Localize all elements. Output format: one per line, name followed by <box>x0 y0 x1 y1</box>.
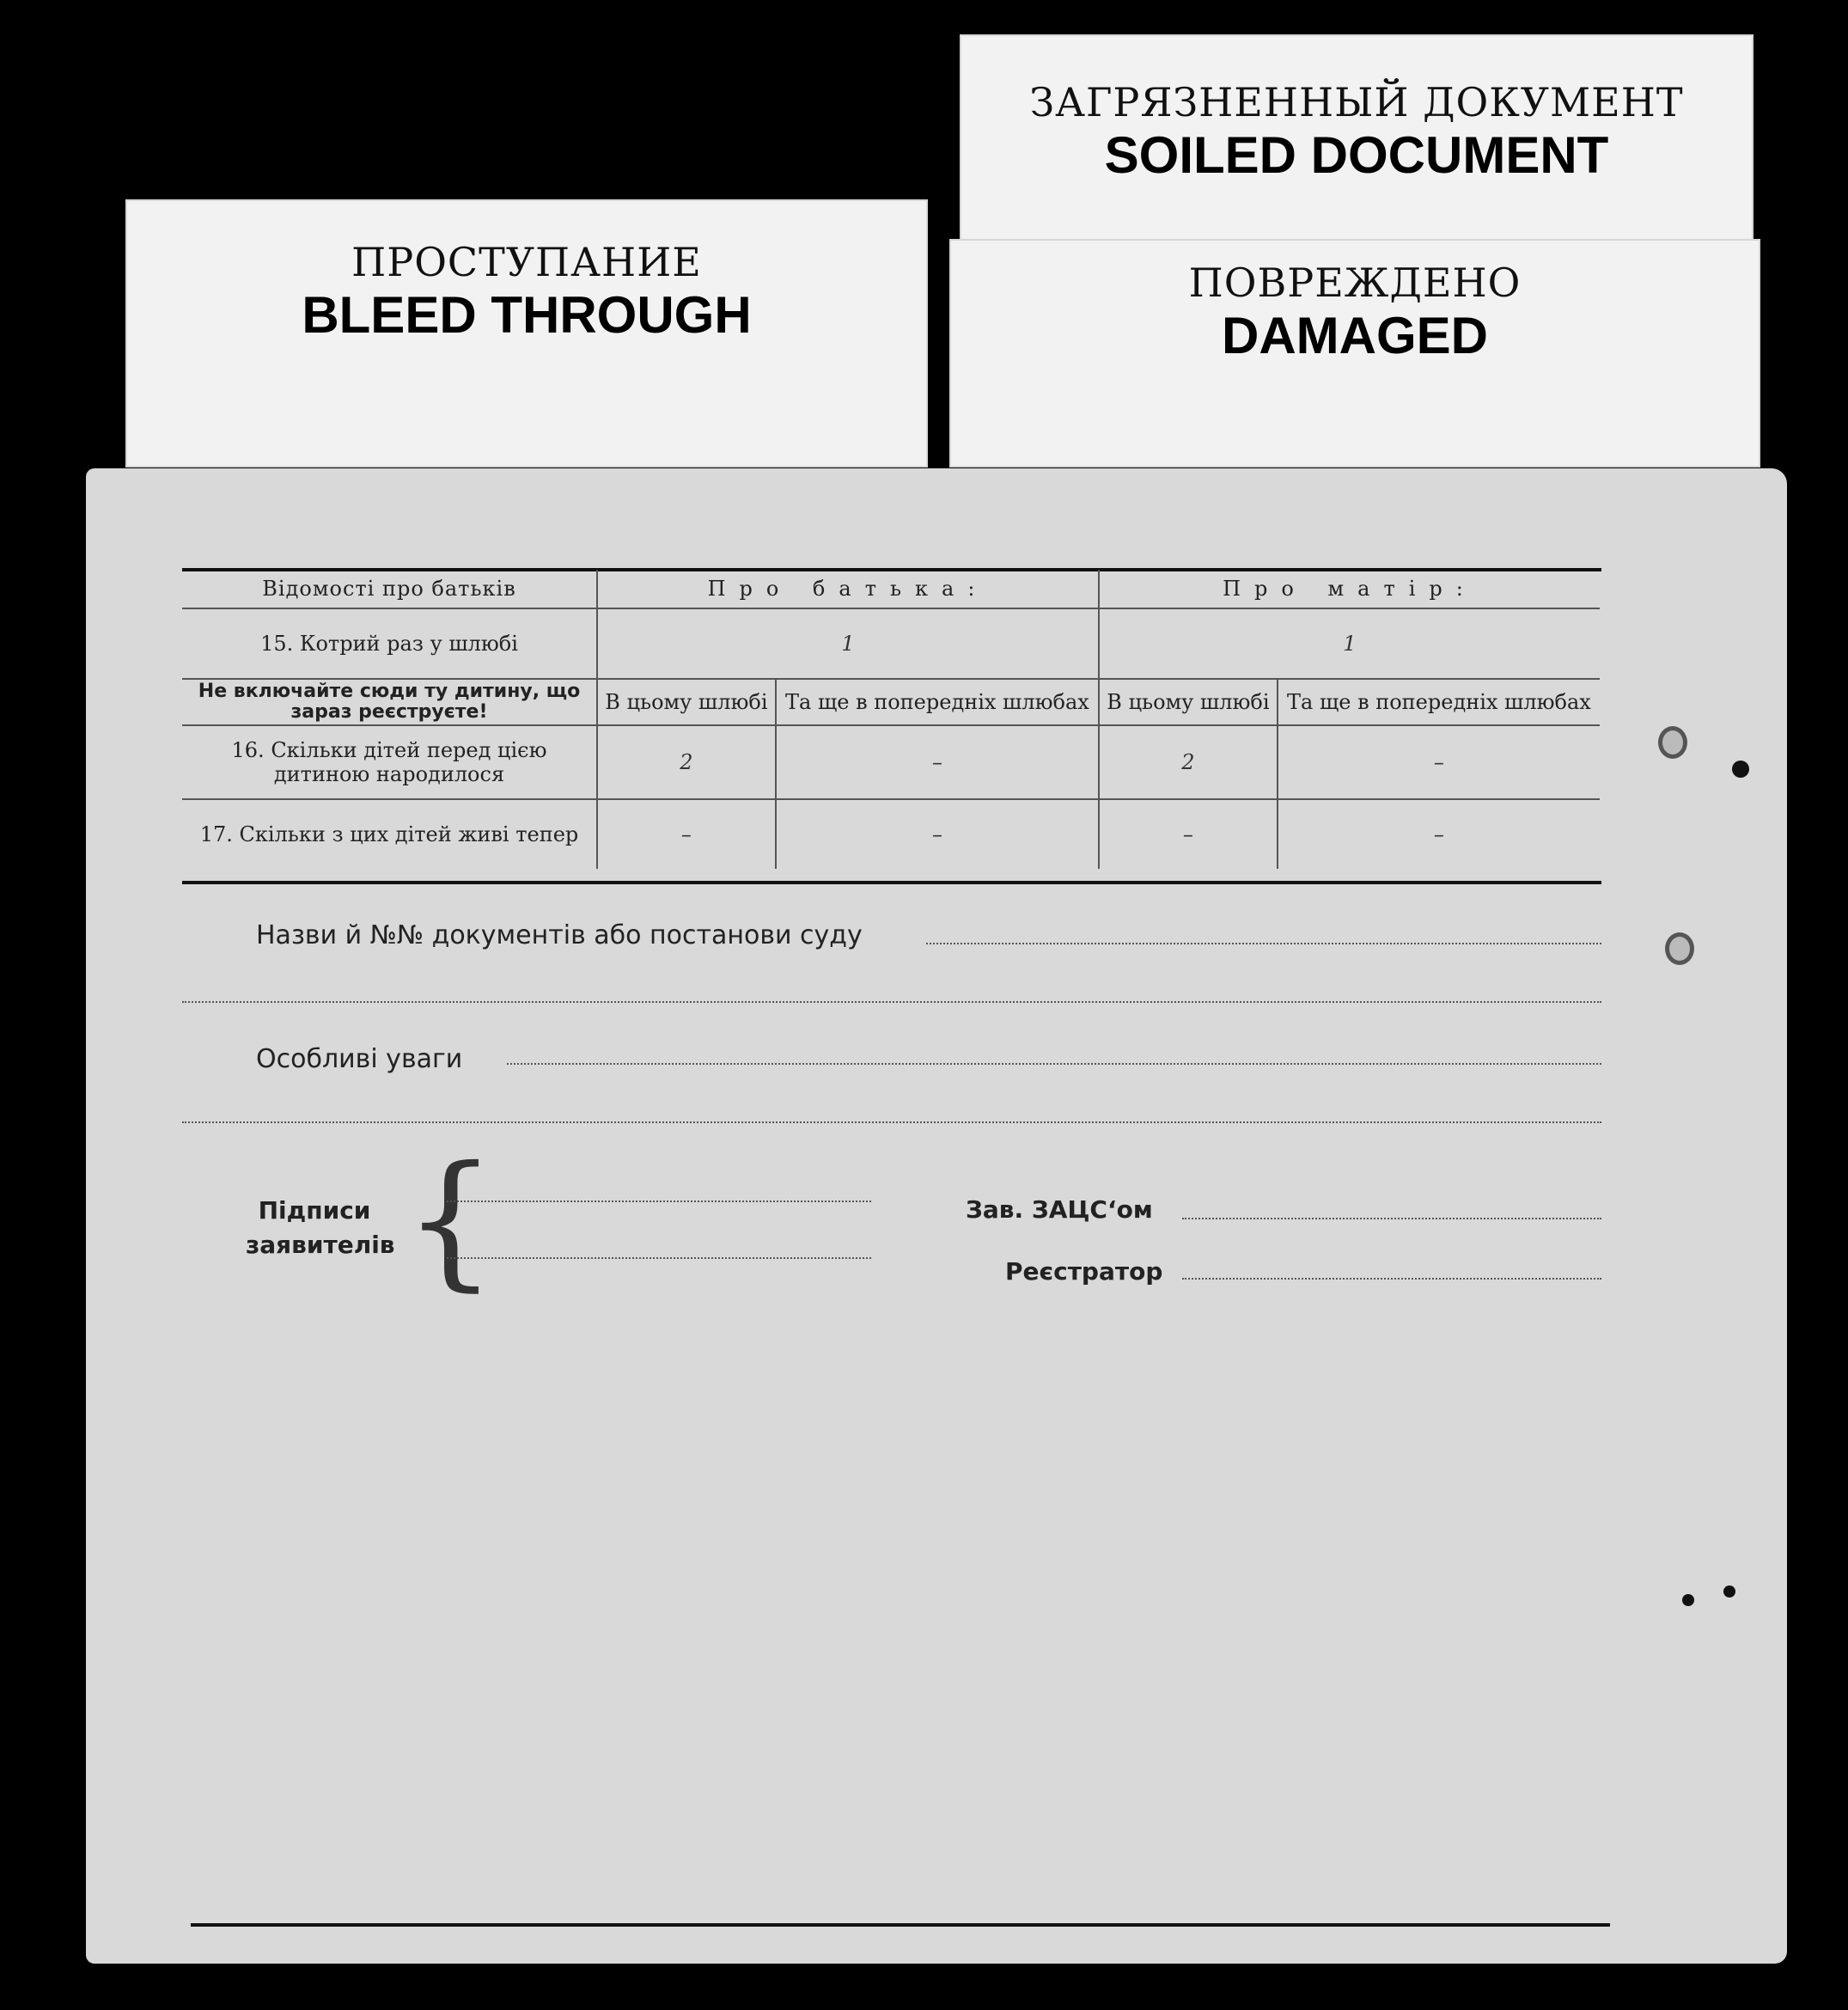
row17-father-prev: – <box>776 799 1099 869</box>
mother-previous-header: Та ще в попередніх шлюбах <box>1278 679 1600 725</box>
signature-line-1 <box>447 1201 871 1202</box>
parents-table <box>182 570 1600 869</box>
row17-father-this: – <box>597 799 776 869</box>
row-16 <box>182 725 1600 799</box>
registrar-label: Реєстратор <box>1005 1257 1163 1286</box>
father-previous-header: Та ще в попередніх шлюбах <box>776 679 1099 725</box>
punch-hole-1 <box>1658 726 1687 759</box>
row15-father-value: 1 <box>597 608 1099 679</box>
documents-label: Назви й №№ документів або постанови суду <box>256 920 863 950</box>
table-bottom-rule <box>182 881 1601 884</box>
mother-this-marriage-header: В цьому шлюбі <box>1099 679 1278 725</box>
notes-label: Особливі уваги <box>256 1044 463 1074</box>
head-of-office-label: Зав. ЗАЦС‘ом <box>966 1195 1153 1224</box>
row17-mother-prev: – <box>1433 822 1444 846</box>
damaged-ru: ПОВРЕЖДЕНО <box>1188 260 1522 306</box>
row-15 <box>182 608 1600 679</box>
row17-mother-this: – <box>1099 799 1278 869</box>
punch-hole-2 <box>1665 932 1694 965</box>
documents-line-1 <box>926 943 1601 944</box>
documents-line-2 <box>182 1001 1601 1003</box>
header-mother: Про матір: <box>1099 570 1600 608</box>
soiled-document-ru: ЗАГРЯЗНЕННЫЙ ДОКУМЕНТ <box>1029 79 1684 125</box>
bleed-through-en: BLEED THROUGH <box>302 286 752 344</box>
row16-mother-prev: – <box>1278 725 1600 799</box>
row16-father-this: 2 <box>597 725 776 799</box>
soiled-document-en: SOILED DOCUMENT <box>1104 126 1609 184</box>
stain-spot-2 <box>1723 1585 1735 1598</box>
registrar-line <box>1182 1278 1601 1280</box>
row15-mother-value: 1 <box>1099 608 1600 679</box>
bottom-rule <box>191 1923 1610 1927</box>
row16-father-prev: – <box>776 725 1099 799</box>
notes-line-1 <box>507 1063 1601 1065</box>
row16-mother-this: 2 <box>1099 725 1278 799</box>
father-this-marriage-header: В цьому шлюбі <box>597 679 776 725</box>
form-sheet <box>86 468 1787 1964</box>
header-parents-info: Відомості про батьків <box>182 570 597 608</box>
damaged-en: DAMAGED <box>1222 307 1488 364</box>
row17-label: 17. Скільки з цих дітей живі тепер <box>182 799 597 869</box>
soiled-document-card <box>960 34 1753 251</box>
row16-label: 16. Скільки дітей перед цією дитиною народилося <box>182 725 597 799</box>
bleed-through-card <box>125 199 928 467</box>
damaged-card <box>949 239 1760 467</box>
row-17 <box>182 799 1600 869</box>
row15-label: 15. Котрий раз у шлюбі <box>182 608 597 679</box>
head-of-office-line <box>1182 1218 1601 1219</box>
warning-row <box>182 679 1600 725</box>
signature-line-2 <box>447 1257 871 1259</box>
signatures-label: Підписи заявителів <box>246 1196 395 1259</box>
bleed-through-ru: ПРОСТУПАНИЕ <box>351 239 702 285</box>
warning-label: Не включайте сюди ту дитину, що зараз реєструєте! <box>182 679 597 725</box>
stain-spot-3 <box>1682 1594 1694 1606</box>
header-row <box>182 570 1600 608</box>
header-father: Про батька: <box>597 570 1099 608</box>
stain-spot-1 <box>1732 761 1749 778</box>
signatures-brace: { <box>404 1135 497 1305</box>
notes-line-2 <box>182 1121 1601 1123</box>
